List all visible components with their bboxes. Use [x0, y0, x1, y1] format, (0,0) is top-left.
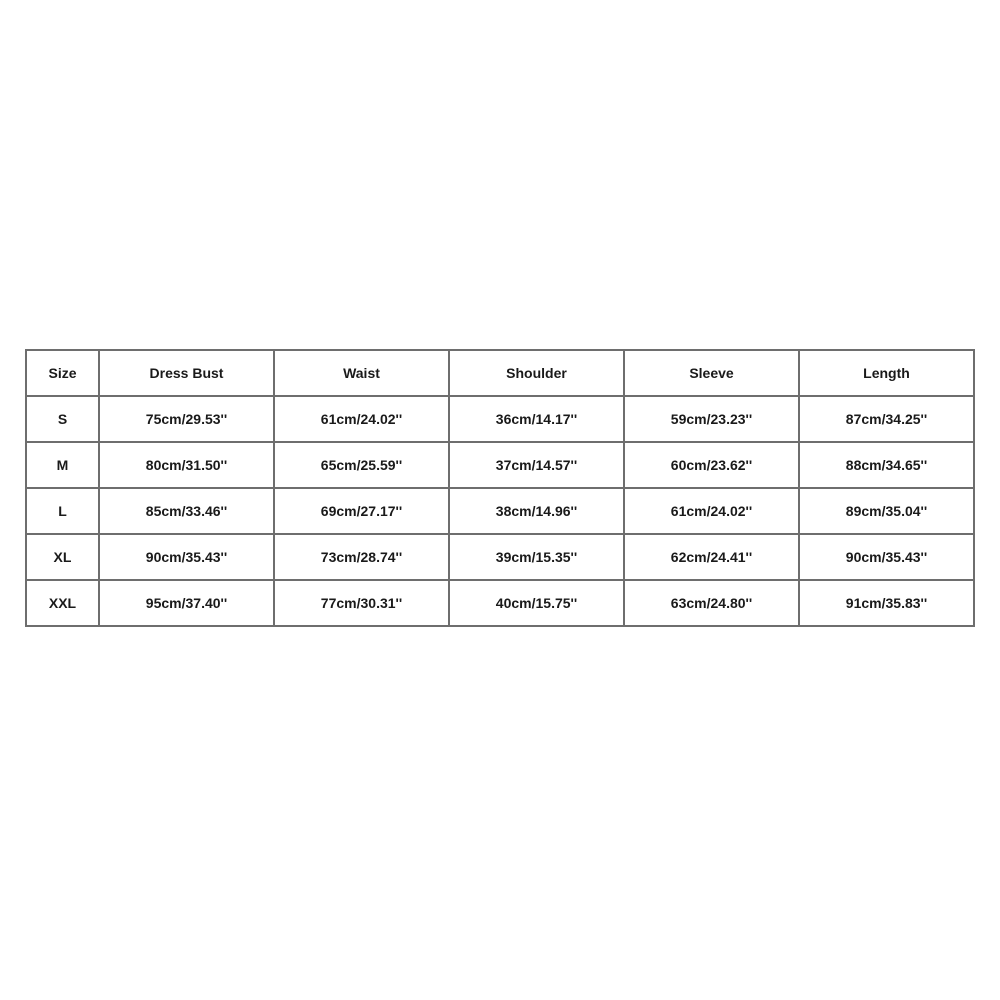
length-cell: 91cm/35.83'': [799, 580, 974, 626]
header-dress-bust: Dress Bust: [99, 350, 274, 396]
table-header-row: [26, 350, 974, 396]
sleeve-cell: 60cm/23.62'': [624, 442, 799, 488]
size-chart-table: [25, 349, 975, 627]
dress-bust-cell: 95cm/37.40'': [99, 580, 274, 626]
sleeve-cell: 62cm/24.41'': [624, 534, 799, 580]
size-cell: S: [26, 396, 99, 442]
size-cell: XL: [26, 534, 99, 580]
header-shoulder: Shoulder: [449, 350, 624, 396]
dress-bust-cell: 90cm/35.43'': [99, 534, 274, 580]
table-row: [26, 488, 974, 534]
sleeve-cell: 63cm/24.80'': [624, 580, 799, 626]
length-cell: 89cm/35.04'': [799, 488, 974, 534]
waist-cell: 77cm/30.31'': [274, 580, 449, 626]
table-row: [26, 580, 974, 626]
shoulder-cell: 36cm/14.17'': [449, 396, 624, 442]
sleeve-cell: 61cm/24.02'': [624, 488, 799, 534]
shoulder-cell: 37cm/14.57'': [449, 442, 624, 488]
table-row: [26, 396, 974, 442]
waist-cell: 73cm/28.74'': [274, 534, 449, 580]
header-waist: Waist: [274, 350, 449, 396]
dress-bust-cell: 80cm/31.50'': [99, 442, 274, 488]
waist-cell: 65cm/25.59'': [274, 442, 449, 488]
size-cell: L: [26, 488, 99, 534]
table-row: [26, 534, 974, 580]
sleeve-cell: 59cm/23.23'': [624, 396, 799, 442]
size-cell: M: [26, 442, 99, 488]
header-sleeve: Sleeve: [624, 350, 799, 396]
dress-bust-cell: 85cm/33.46'': [99, 488, 274, 534]
size-cell: XXL: [26, 580, 99, 626]
length-cell: 87cm/34.25'': [799, 396, 974, 442]
header-length: Length: [799, 350, 974, 396]
dress-bust-cell: 75cm/29.53'': [99, 396, 274, 442]
shoulder-cell: 38cm/14.96'': [449, 488, 624, 534]
length-cell: 90cm/35.43'': [799, 534, 974, 580]
table-row: [26, 442, 974, 488]
waist-cell: 61cm/24.02'': [274, 396, 449, 442]
length-cell: 88cm/34.65'': [799, 442, 974, 488]
shoulder-cell: 40cm/15.75'': [449, 580, 624, 626]
header-size: Size: [26, 350, 99, 396]
waist-cell: 69cm/27.17'': [274, 488, 449, 534]
shoulder-cell: 39cm/15.35'': [449, 534, 624, 580]
